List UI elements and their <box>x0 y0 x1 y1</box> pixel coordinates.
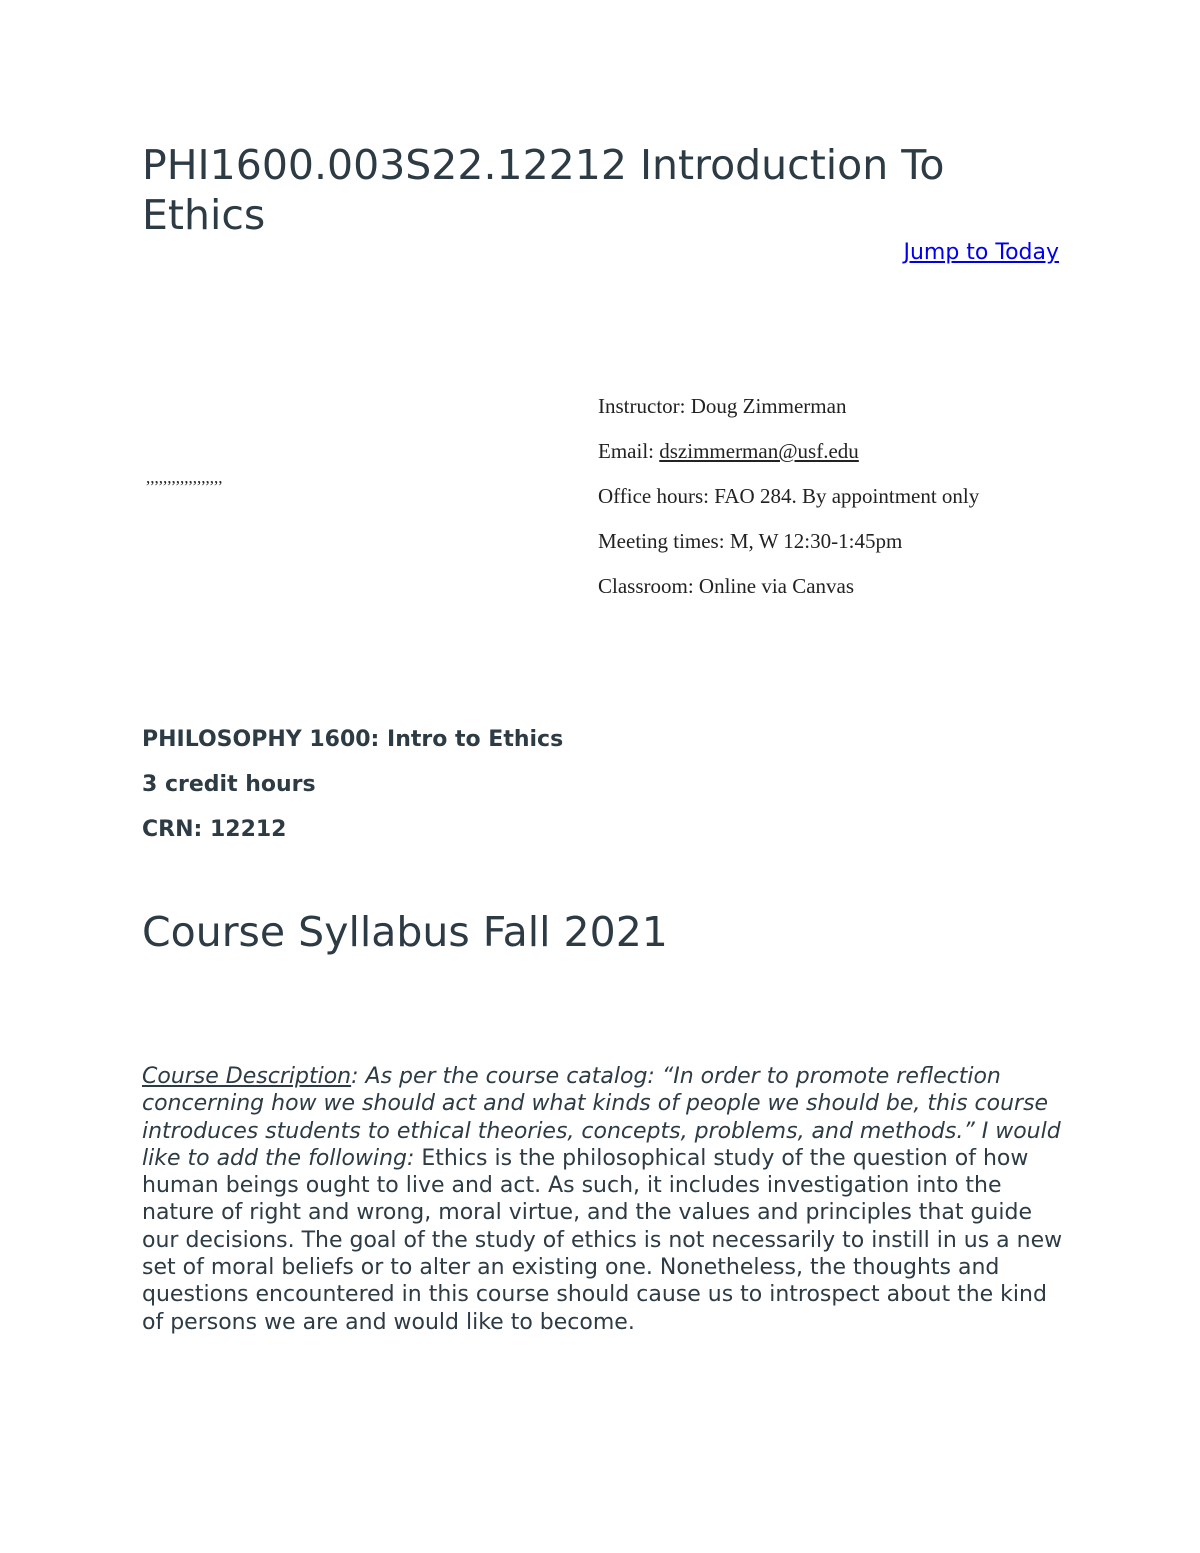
course-info <box>142 725 563 860</box>
crn: CRN: 12212 <box>142 817 287 842</box>
instructor-info <box>598 392 979 617</box>
office-hours: Office hours: FAO 284. By appointment only <box>598 484 980 508</box>
jump-to-today-link[interactable]: Jump to Today <box>903 240 1059 265</box>
description-body: Ethics is the philosophical study of the question of how human beings ought to live and act. As such, it includes investigation into the nature of right and wrong, moral virtue, and the values and principles that guide our decisions. The goal of the study of ethics is not necessarily to instill in us a new set of moral beliefs or to alter an existing one. Nonetheless, the thoughts and questions encountered in this course should cause us to introspect about the kind of persons we are and would like to become. <box>142 1145 1063 1335</box>
instructor-name: Instructor: Doug Zimmerman <box>598 394 847 418</box>
comma-decoration: ,,,,,,,,,,,,,,,,,, <box>146 468 223 487</box>
meeting-times: Meeting times: M, W 12:30-1:45pm <box>598 529 903 553</box>
description-catalog-quote: As per the course catalog: “In order to promote reflection concerning how we should act and what kinds of people we should be, this course introduces students to ethical theories, concepts, problems, and methods.” I would like to add the following: <box>142 1064 1061 1171</box>
classroom: Classroom: Online via Canvas <box>598 574 855 598</box>
email-label: Email: <box>598 439 660 463</box>
page-title: PHI1600.003S22.12212 Introduction To Ethics <box>142 141 945 239</box>
credit-hours: 3 credit hours <box>142 772 316 797</box>
email-line <box>598 437 979 482</box>
course-name: PHILOSOPHY 1600: Intro to Ethics <box>142 727 564 752</box>
description-label: Course Description <box>142 1064 352 1089</box>
course-description <box>142 1063 1067 1336</box>
email-link[interactable]: dszimmerman@usf.edu <box>659 439 859 463</box>
description-colon: : <box>351 1064 366 1089</box>
syllabus-heading: Course Syllabus Fall 2021 <box>142 908 668 956</box>
